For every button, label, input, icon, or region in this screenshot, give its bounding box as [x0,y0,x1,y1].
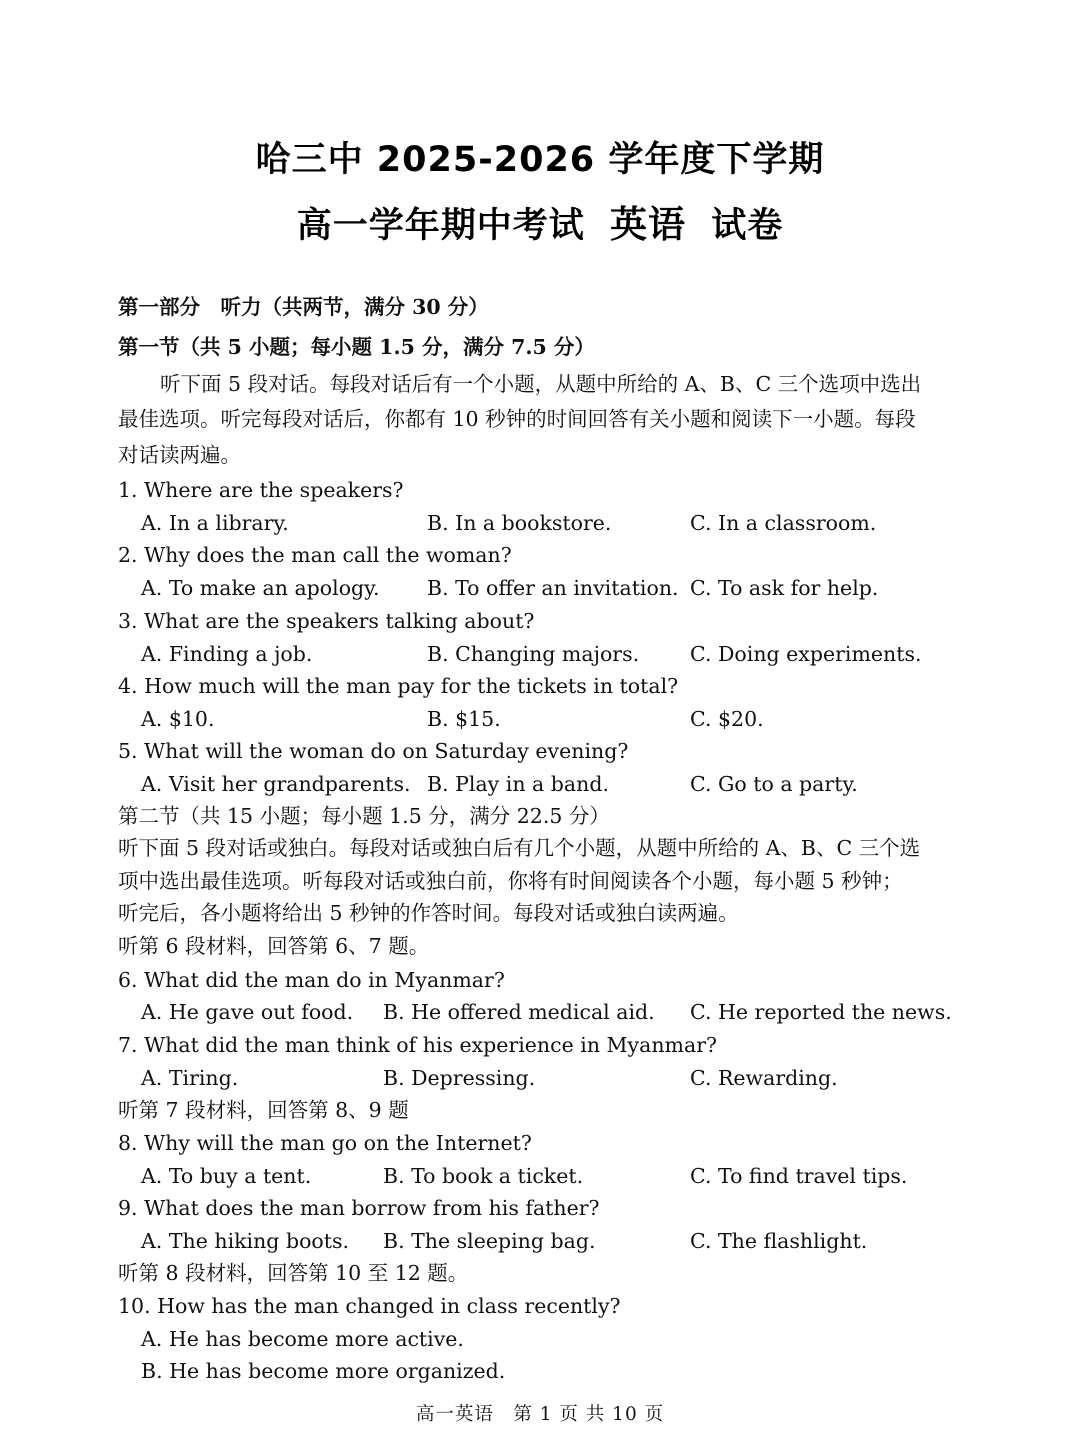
question-3: 3. What are the speakers talking about? [118,609,535,633]
material-6-heading: 听第 6 段材料，回答第 6、7 题。 [118,934,430,958]
question-7-option-b: B. Depressing. [383,1066,536,1090]
exam-title-grade: 高一学年期中考试 [296,206,585,246]
section2-instruction-line: 听下面 5 段对话或独白。每段对话或独白后有几个小题，从题中所给的 A、B、C 三个选 [118,836,921,860]
section1-instruction-line: 对话读两遍。 [118,443,241,467]
material-8-heading: 听第 8 段材料，回答第 10 至 12 题。 [118,1261,469,1285]
question-9: 9. What does the man borrow from his father? [118,1196,600,1220]
exam-title-suffix: 试卷 [711,206,784,246]
exam-title-subject: 英语 [610,202,686,246]
question-3-option-a: A. Finding a job. [141,642,313,666]
question-9-option-a: A. The hiking boots. [141,1229,350,1253]
question-5-option-b: B. Play in a band. [427,772,609,796]
section1-instruction-line: 听下面 5 段对话。每段对话后有一个小题，从题中所给的 A、B、C 三个选项中选出 [160,372,922,396]
section2-instruction-line: 听完后，各小题将给出 5 秒钟的作答时间。每段对话或独白读两遍。 [118,901,739,925]
question-2-option-c: C. To ask for help. [690,576,879,600]
question-6-option-b: B. He offered medical aid. [383,1000,655,1024]
question-5: 5. What will the woman do on Saturday evening? [118,739,629,763]
question-5-option-c: C. Go to a party. [690,772,858,796]
question-8-option-c: C. To find travel tips. [690,1164,908,1188]
question-4-option-b: B. $15. [427,707,501,731]
question-1-option-b: B. In a bookstore. [427,511,612,535]
question-4-option-a: A. $10. [141,707,215,731]
question-7-option-a: A. Tiring. [141,1066,239,1090]
question-2: 2. Why does the man call the woman? [118,543,512,567]
question-7-option-c: C. Rewarding. [690,1066,838,1090]
question-6-option-c: C. He reported the news. [690,1000,952,1024]
question-8: 8. Why will the man go on the Internet? [118,1131,532,1155]
part1-heading: 第一部分 听力（共两节，满分 30 分） [118,295,489,319]
question-10: 10. How has the man changed in class recently? [118,1294,621,1318]
question-5-option-a: A. Visit her grandparents. [141,772,411,796]
question-8-option-b: B. To book a ticket. [383,1164,584,1188]
section2-instruction-line: 项中选出最佳选项。听每段对话或独白前，你将有时间阅读各个小题，每小题 5 秒钟； [118,869,903,893]
question-7: 7. What did the man think of his experience in Myanmar? [118,1033,717,1057]
section1-heading: 第一节（共 5 小题；每小题 1.5 分，满分 7.5 分） [118,335,595,359]
question-10-option-b: B. He has become more organized. [141,1359,506,1383]
question-9-option-b: B. The sleeping bag. [383,1229,596,1253]
question-10-option-a: A. He has become more active. [141,1327,464,1351]
exam-title-line2 [0,194,1080,248]
page-footer: 高一英语 第 1 页 共 10 页 [415,1404,665,1425]
question-8-option-a: A. To buy a tent. [141,1164,312,1188]
question-9-option-c: C. The flashlight. [690,1229,868,1253]
question-3-option-b: B. Changing majors. [427,642,640,666]
question-1: 1. Where are the speakers? [118,478,404,502]
material-7-heading: 听第 7 段材料，回答第 8、9 题 [118,1098,409,1122]
section1-instruction-line: 最佳选项。听完每段对话后，你都有 10 秒钟的时间回答有关小题和阅读下一小题。每段 [118,407,916,431]
section2-heading: 第二节（共 15 小题；每小题 1.5 分，满分 22.5 分） [118,804,610,828]
question-1-option-a: A. In a library. [141,511,289,535]
question-2-option-b: B. To offer an invitation. [427,576,679,600]
question-4-option-c: C. $20. [690,707,764,731]
question-1-option-c: C. In a classroom. [690,511,877,535]
question-3-option-c: C. Doing experiments. [690,642,922,666]
exam-title-line1: 哈三中 2025-2026 学年度下学期 [255,140,825,180]
question-6-option-a: A. He gave out food. [141,1000,354,1024]
question-6: 6. What did the man do in Myanmar? [118,968,505,992]
question-4: 4. How much will the man pay for the tickets in total? [118,674,679,698]
question-2-option-a: A. To make an apology. [141,576,380,600]
